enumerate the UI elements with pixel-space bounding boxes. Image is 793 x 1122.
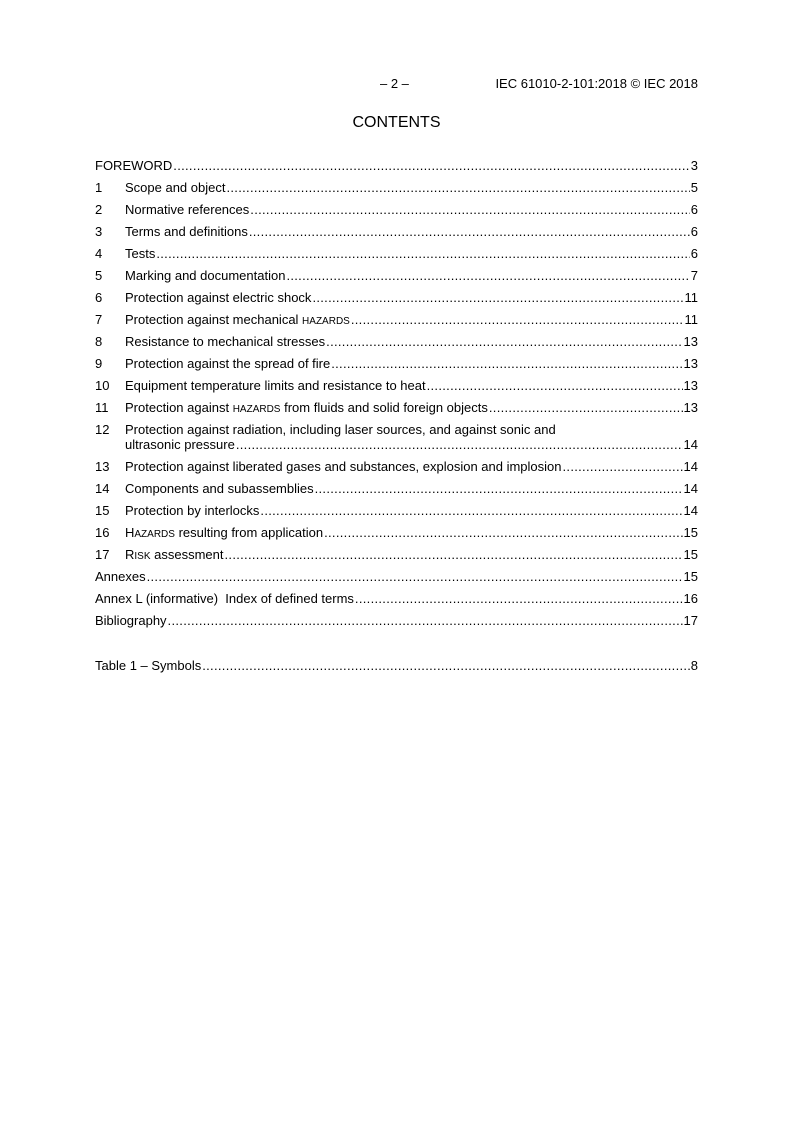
toc-entry-clause-16[interactable]: 16 HAZARDS resulting from application ..... 15: [95, 525, 698, 541]
toc-entry-table-1[interactable]: Table 1 – Symbols ..... 8: [95, 658, 698, 674]
page-title: CONTENTS: [352, 114, 441, 131]
toc-entry-clause-9[interactable]: 9 Protection against the spread of fire ..... 13: [95, 356, 698, 372]
toc-entry-clause-1[interactable]: 1 Scope and object ..... 5: [95, 180, 698, 196]
toc-entry-clause-7[interactable]: 7 Protection against mechanical HAZARDS ..... 11: [95, 312, 698, 328]
toc-entry-bibliography[interactable]: Bibliography ..... 17: [95, 613, 698, 629]
page-number: – 2 –: [380, 76, 409, 91]
toc-entry-annexes[interactable]: Annexes ..... 15: [95, 569, 698, 585]
toc-entry-clause-12[interactable]: 12 Protection against radiation, including laser sources, and against sonic and ultrasonic pressure ..... 14: [95, 422, 698, 454]
toc-entry-clause-2[interactable]: 2 Normative references ..... 6: [95, 202, 698, 218]
toc-entry-clause-5[interactable]: 5 Marking and documentation ..... 7: [95, 268, 698, 284]
toc-entry-clause-14[interactable]: 14 Components and subassemblies ..... 14: [95, 481, 698, 497]
document-reference: IEC 61010-2-101:2018 © IEC 2018: [495, 76, 698, 91]
toc-entry-clause-6[interactable]: 6 Protection against electric shock ..... 11: [95, 290, 698, 306]
toc-entry-clause-11[interactable]: 11 Protection against HAZARDS from fluids and solid foreign objects ..... 13: [95, 400, 698, 416]
toc-entry-clause-8[interactable]: 8 Resistance to mechanical stresses ..... 13: [95, 334, 698, 350]
toc-entry-clause-13[interactable]: 13 Protection against liberated gases and substances, explosion and implosion ..... 14: [95, 459, 698, 475]
toc-entry-annex-l[interactable]: Annex L (informative) Index of defined terms ..... 16: [95, 591, 698, 607]
toc-entry-foreword[interactable]: FOREWORD ..... 3: [95, 158, 698, 174]
toc-entry-clause-3[interactable]: 3 Terms and definitions ..... 6: [95, 224, 698, 240]
toc-entry-clause-10[interactable]: 10 Equipment temperature limits and resistance to heat ..... 13: [95, 378, 698, 394]
page-header: [95, 76, 698, 92]
toc-entry-clause-15[interactable]: 15 Protection by interlocks ..... 14: [95, 503, 698, 519]
toc-entry-clause-17[interactable]: 17 RISK assessment ..... 15: [95, 547, 698, 563]
toc-entry-clause-4[interactable]: 4 Tests ..... 6: [95, 246, 698, 262]
